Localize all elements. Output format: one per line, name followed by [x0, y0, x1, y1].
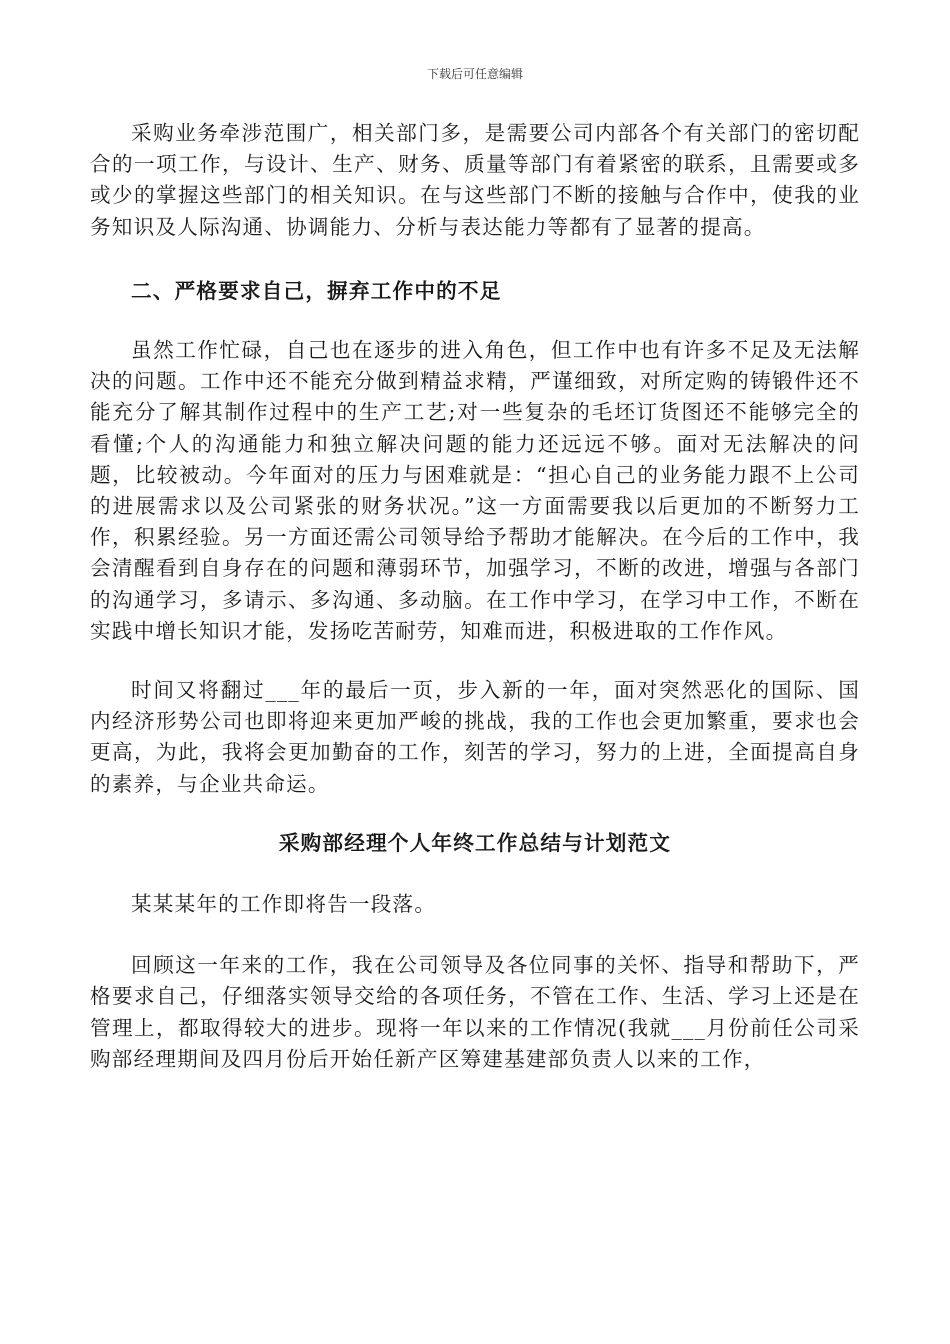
page-header-note: 下载后可任意编辑: [426, 67, 523, 81]
document-body: [90, 118, 860, 1075]
paragraph-year-ending: 某某某年的工作即将告一段落。: [131, 892, 437, 917]
paragraph-shortcomings: 虽然工作忙碌，自己也在逐步的进入角色，但工作中也有许多不足及无法解决的问题。工作中还不能充分做到精益求精，严谨细致，对所定购的铸锻件还不能充分了解其制作过程中的生产工艺;对一些复杂的毛坯订货图还不能够完全的看懂;个人的沟通能力和独立解决问题的能力还远远不够。面对无法解决的问题，比较被动。今年面对的压力与困难就是：“担心自己的业务能力跟不上公司的进展需求以及公司紧张的财务状况。”这一方面需要我以后更加的不断努力工作，积累经验。另一方面还需公司领导给予帮助才能解决。在今后的工作中，我会清醒看到自身存在的问题和薄弱环节，加强学习，不断的改进，增强与各部门的沟通学习，多请示、多沟通、多动脑。在工作中学习，在学习中工作，不断在实践中增长知识才能，发扬吃苦耐劳，知难而进，积极进取的工作作风。: [90, 338, 860, 643]
document-title: 采购部经理个人年终工作总结与计划范文: [278, 830, 672, 855]
paragraph-new-year-outlook: 时间又将翻过___年的最后一页，步入新的一年，面对突然恶化的国际、国内经济形势公司也即将迎来更加严峻的挑战，我的工作也会更加繁重，要求也会更高，为此，我将会更加勤奋的工作，刻苦的学习，努力的上进，全面提高自身的素养，与企业共命运。: [90, 678, 860, 796]
paragraph-review: 回顾这一年来的工作，我在公司领导及各位同事的关怀、指导和帮助下，严格要求自己，仔细落实领导交给的各项任务，不管在工作、生活、学习上还是在管理上，都取得较大的进步。现将一年以来的工作情况(我就___月份前任公司采购部经理期间及四月份后开始任新产区筹建基建部负责人以来的工作，: [90, 953, 860, 1071]
paragraph-procurement-scope: 采购业务牵涉范围广，相关部门多，是需要公司内部各个有关部门的密切配合的一项工作，与设计、生产、财务、质量等部门有着紧密的联系，且需要或多或少的掌握这些部门的相关知识。在与这些部门不断的接触与合作中，使我的业务知识及人际沟通、协调能力、分析与表达能力等都有了显著的提高。: [90, 121, 860, 239]
section-heading-2: 二、严格要求自己，摒弃工作中的不足: [131, 278, 502, 303]
